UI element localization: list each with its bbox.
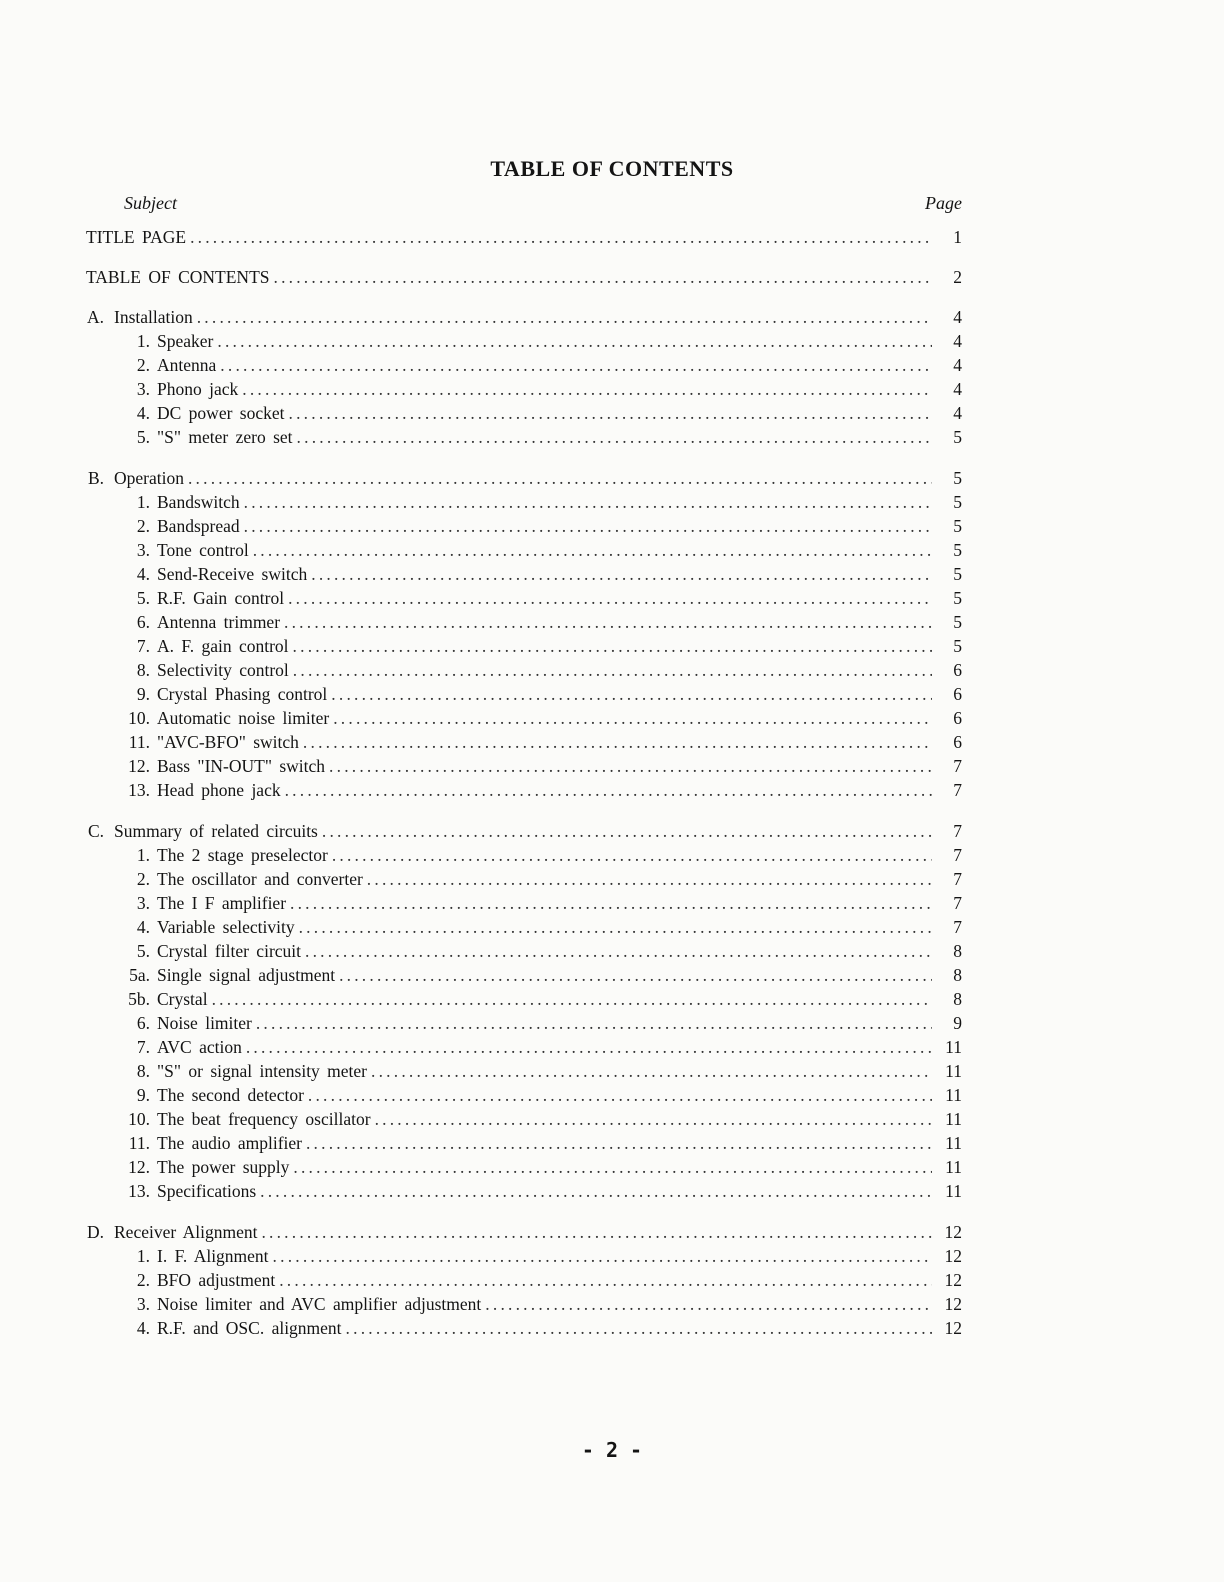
page-title: TABLE OF CONTENTS: [490, 156, 734, 181]
toc-entry-page: 7: [953, 869, 962, 889]
toc-entry-text: [157, 1035, 932, 1059]
dot-leader: [253, 538, 932, 562]
dot-leader: [371, 1059, 932, 1083]
toc-entry-number: 13.: [128, 780, 150, 800]
toc-entry-page: 11: [945, 1085, 962, 1105]
toc-entry-number: D.: [86, 1222, 104, 1242]
toc-entry: [0, 682, 1224, 706]
toc-entry-page: 11: [945, 1061, 962, 1081]
toc-entry: [0, 987, 1224, 1011]
toc-entry-label: Installation: [114, 307, 193, 327]
toc-entry-text: [157, 538, 932, 562]
dot-leader: [217, 329, 932, 353]
toc-entry-text: [157, 843, 932, 867]
toc-entry-page: 6: [953, 660, 962, 680]
toc-entry-text: [157, 1292, 932, 1316]
toc-entry: [0, 1179, 1224, 1203]
dot-leader: [332, 843, 932, 867]
toc-entry-page: 11: [945, 1181, 962, 1201]
dot-leader: [260, 1179, 932, 1203]
toc-entry-number: 3.: [136, 540, 150, 560]
toc-entry-text: [157, 658, 932, 682]
toc-entry: [0, 1131, 1224, 1155]
toc-entry-number: 10.: [128, 708, 150, 728]
toc-entry-label: DC power socket: [157, 403, 285, 423]
toc-entry: [0, 265, 1224, 289]
toc-entry-page: 7: [953, 821, 962, 841]
toc-entry: [0, 843, 1224, 867]
toc-entry-text: [157, 634, 932, 658]
toc-entry-label: Phono jack: [157, 379, 239, 399]
toc-entry-label: "AVC-BFO" switch: [157, 732, 299, 752]
toc-entry-text: [157, 514, 932, 538]
dot-leader: [339, 963, 932, 987]
toc-entry-label: Single signal adjustment: [157, 965, 336, 985]
toc-entry-text: [114, 819, 932, 843]
toc-entry: [0, 562, 1224, 586]
toc-entry-label: A. F. gain control: [157, 636, 289, 656]
toc-entry: [0, 1011, 1224, 1035]
dot-leader: [293, 658, 932, 682]
toc-entry: [0, 778, 1224, 802]
toc-entry-page: 5: [953, 468, 962, 488]
toc-entry-page: 12: [944, 1294, 962, 1314]
toc-entry-number: 3.: [136, 1294, 150, 1314]
toc-entry-label: The audio amplifier: [157, 1133, 302, 1153]
toc-entry-page: 7: [953, 756, 962, 776]
toc-entry-number: 1.: [136, 1246, 150, 1266]
toc-entry-page: 12: [944, 1318, 962, 1338]
toc-entry-page: 12: [944, 1270, 962, 1290]
toc-entry-text: [157, 401, 932, 425]
toc-entry: [0, 1035, 1224, 1059]
toc-entry-page: 2: [953, 267, 962, 287]
toc-entry-page: 5: [953, 540, 962, 560]
toc-entry-page: 11: [945, 1037, 962, 1057]
toc-entry-number: 4.: [136, 403, 150, 423]
toc-entry-label: Tone control: [157, 540, 249, 560]
toc-entry-label: Noise limiter: [157, 1013, 252, 1033]
toc-entry-text: [86, 225, 932, 249]
toc-entry: [0, 634, 1224, 658]
toc-entry-number: 13.: [128, 1181, 150, 1201]
dot-leader: [289, 401, 932, 425]
toc-entry: [0, 305, 1224, 329]
dot-leader: [290, 891, 932, 915]
toc-entry-number: 1.: [136, 331, 150, 351]
dot-leader: [322, 819, 932, 843]
toc-entry-label: Crystal filter circuit: [157, 941, 302, 961]
toc-entry-page: 11: [945, 1109, 962, 1129]
toc-entry-text: [157, 329, 932, 353]
toc-entry: [0, 939, 1224, 963]
dot-leader: [375, 1107, 932, 1131]
toc-entry: [0, 1316, 1224, 1340]
toc-entry-label: I. F. Alignment: [157, 1246, 269, 1266]
toc-entry-text: [157, 1316, 932, 1340]
toc-entry: [0, 1220, 1224, 1244]
toc-entry-page: 4: [953, 403, 962, 423]
toc-entry-text: [157, 987, 932, 1011]
toc-entry-page: 7: [953, 780, 962, 800]
toc-entry-number: 8.: [136, 1061, 150, 1081]
toc-entry: [0, 425, 1224, 449]
toc-entry-label: Head phone jack: [157, 780, 281, 800]
toc-entry: [0, 1292, 1224, 1316]
toc-entry-text: [157, 1083, 932, 1107]
dot-leader: [311, 562, 932, 586]
toc-entry-number: 11.: [128, 732, 150, 752]
toc-entry-label: Antenna trimmer: [157, 612, 281, 632]
toc-entry-text: [157, 610, 932, 634]
dot-leader: [244, 514, 932, 538]
dot-leader: [197, 305, 932, 329]
page-number: - 2 -: [581, 1438, 643, 1462]
dot-leader: [244, 490, 932, 514]
toc-entry: [0, 1155, 1224, 1179]
toc-entry-text: [157, 963, 932, 987]
toc-entry-page: 4: [953, 307, 962, 327]
dot-leader: [246, 1035, 932, 1059]
toc-entry-number: 9.: [136, 684, 150, 704]
toc-entry: [0, 538, 1224, 562]
toc-entry: [0, 329, 1224, 353]
dot-leader: [485, 1292, 932, 1316]
dot-leader: [333, 706, 932, 730]
toc-entry-label: R.F. Gain control: [157, 588, 285, 608]
toc-entry: [0, 401, 1224, 425]
toc-entry-number: 10.: [128, 1109, 150, 1129]
toc-entry-text: [157, 1131, 932, 1155]
toc-entry-label: R.F. and OSC. alignment: [157, 1318, 342, 1338]
dot-leader: [288, 586, 932, 610]
dot-leader: [285, 778, 932, 802]
toc-entry-page: 6: [953, 708, 962, 728]
toc-entry-number: 7.: [136, 1037, 150, 1057]
toc-entry-text: [86, 265, 932, 289]
toc-entry-label: Speaker: [157, 331, 214, 351]
toc-entry-page: 5: [953, 427, 962, 447]
toc-entry-page: 5: [953, 612, 962, 632]
toc-entry-label: Send-Receive switch: [157, 564, 308, 584]
toc-entry-page: 7: [953, 917, 962, 937]
toc-entry-number: 12.: [128, 756, 150, 776]
toc-entry-label: Receiver Alignment: [114, 1222, 258, 1242]
toc-entry-text: [157, 1244, 932, 1268]
toc-entry-label: Selectivity control: [157, 660, 289, 680]
toc-entry-number: 2.: [136, 355, 150, 375]
toc-entry-page: 12: [944, 1246, 962, 1266]
toc-entry-label: Automatic noise limiter: [157, 708, 330, 728]
toc-entry-page: 6: [953, 684, 962, 704]
dot-leader: [299, 915, 932, 939]
toc-entry-text: [157, 754, 932, 778]
toc-entry-text: [157, 891, 932, 915]
toc-entry-text: [157, 915, 932, 939]
toc-entry-text: [157, 425, 932, 449]
toc-entry-label: Operation: [114, 468, 184, 488]
toc-entry-label: The 2 stage preselector: [157, 845, 328, 865]
toc-entry: [0, 915, 1224, 939]
dot-leader: [284, 610, 932, 634]
toc-entry-text: [157, 1107, 932, 1131]
toc-entry-text: [157, 730, 932, 754]
toc-entry-text: [157, 706, 932, 730]
toc-entry-label: Antenna: [157, 355, 217, 375]
toc-entry-text: [157, 867, 932, 891]
dot-leader: [273, 1244, 932, 1268]
toc-entry-label: The I F amplifier: [157, 893, 287, 913]
toc-entry-number: 8.: [136, 660, 150, 680]
dot-leader: [308, 1083, 932, 1107]
toc-entry-number: 4.: [136, 564, 150, 584]
toc-entry-label: TITLE PAGE: [86, 227, 187, 247]
toc-entry: [0, 610, 1224, 634]
toc-entry: [0, 819, 1224, 843]
dot-leader: [188, 466, 932, 490]
toc-entry: [0, 353, 1224, 377]
toc-entry-page: 11: [945, 1133, 962, 1153]
dot-leader: [190, 225, 932, 249]
dot-leader: [293, 1155, 932, 1179]
toc-entry-text: [157, 682, 932, 706]
toc-entry-page: 8: [953, 965, 962, 985]
toc-entry-number: A.: [86, 307, 104, 327]
toc-entry: [0, 891, 1224, 915]
toc-entry-page: 6: [953, 732, 962, 752]
toc-entry: [0, 1107, 1224, 1131]
toc-entry-text: [157, 586, 932, 610]
toc-entry-number: 1.: [136, 492, 150, 512]
toc-entry-label: The beat frequency oscillator: [157, 1109, 371, 1129]
toc-entry-label: The second detector: [157, 1085, 304, 1105]
toc-entry-page: 8: [953, 941, 962, 961]
toc-entry: [0, 730, 1224, 754]
toc-entry: [0, 1268, 1224, 1292]
dot-leader: [261, 1220, 932, 1244]
toc-entry-label: AVC action: [157, 1037, 242, 1057]
toc-entry-page: 9: [953, 1013, 962, 1033]
toc-entry-label: "S" meter zero set: [157, 427, 293, 447]
toc-entry-text: [157, 1011, 932, 1035]
toc-entry-page: 12: [944, 1222, 962, 1242]
toc-entry: [0, 754, 1224, 778]
toc-entry-number: 7.: [136, 636, 150, 656]
toc-entry-page: 7: [953, 893, 962, 913]
dot-leader: [306, 1131, 932, 1155]
dot-leader: [256, 1011, 932, 1035]
toc-entry-page: 4: [953, 379, 962, 399]
toc-entry-text: [157, 377, 932, 401]
toc-entry-number: 1.: [136, 845, 150, 865]
toc-entry-text: [157, 778, 932, 802]
dot-leader: [303, 730, 932, 754]
toc-entry-label: Crystal: [157, 989, 208, 1009]
toc-entry-number: 4.: [136, 1318, 150, 1338]
toc-entry-text: [157, 353, 932, 377]
toc-entry-number: 5.: [136, 588, 150, 608]
toc-entry-text: [157, 939, 932, 963]
dot-leader: [331, 682, 932, 706]
toc-entry-label: TABLE OF CONTENTS: [86, 267, 270, 287]
toc-entry: [0, 963, 1224, 987]
toc-entry-page: 5: [953, 588, 962, 608]
toc-entry-number: 2.: [136, 869, 150, 889]
dot-leader: [346, 1316, 932, 1340]
toc-entry-page: 1: [953, 227, 962, 247]
toc-entry-number: 6.: [136, 612, 150, 632]
toc-entry-number: 2.: [136, 1270, 150, 1290]
toc-entry-number: 5b.: [128, 989, 150, 1009]
toc-entry: [0, 658, 1224, 682]
toc-entry-page: 4: [953, 331, 962, 351]
toc-entry-label: Summary of related circuits: [114, 821, 318, 841]
toc-entry-text: [157, 1059, 932, 1083]
toc-entry: [0, 377, 1224, 401]
dot-leader: [293, 634, 932, 658]
toc-entry-text: [157, 1268, 932, 1292]
toc-entry-label: Variable selectivity: [157, 917, 295, 937]
toc-entry-number: B.: [87, 468, 104, 488]
toc-entry: [0, 1059, 1224, 1083]
page-column-header: Page: [925, 193, 962, 213]
toc-entry-number: 5a.: [129, 965, 150, 985]
toc-entry: [0, 586, 1224, 610]
toc-entry-label: BFO adjustment: [157, 1270, 276, 1290]
toc-entry-page: 5: [953, 564, 962, 584]
toc-entry-number: 11.: [128, 1133, 150, 1153]
toc-entry-number: 5.: [136, 941, 150, 961]
toc-entry-text: [157, 1155, 932, 1179]
toc-entry-label: Crystal Phasing control: [157, 684, 328, 704]
toc-entry-number: 9.: [136, 1085, 150, 1105]
toc-entry-label: "S" or signal intensity meter: [157, 1061, 368, 1081]
toc-entry-page: 5: [953, 636, 962, 656]
dot-leader: [305, 939, 932, 963]
dot-leader: [212, 987, 932, 1011]
toc-entry-label: Bass "IN-OUT" switch: [157, 756, 326, 776]
toc-entry-text: [114, 466, 932, 490]
toc-entry: [0, 225, 1224, 249]
toc-entry-number: 2.: [136, 516, 150, 536]
dot-leader: [220, 353, 932, 377]
toc-entry: [0, 1244, 1224, 1268]
toc-entry-page: 5: [953, 516, 962, 536]
toc-entry-number: 4.: [136, 917, 150, 937]
dot-leader: [367, 867, 932, 891]
toc-entry-label: Bandswitch: [157, 492, 240, 512]
toc-entry-page: 5: [953, 492, 962, 512]
toc-entry-label: The power supply: [157, 1157, 290, 1177]
toc-entry-page: 8: [953, 989, 962, 1009]
toc-entry: [0, 1083, 1224, 1107]
toc-entry-text: [157, 1179, 932, 1203]
toc-entry-page: 7: [953, 845, 962, 865]
toc-entry: [0, 867, 1224, 891]
dot-leader: [329, 754, 932, 778]
toc-entry-label: Noise limiter and AVC amplifier adjustment: [157, 1294, 482, 1314]
toc-entry-page: 4: [953, 355, 962, 375]
toc-entry-label: The oscillator and converter: [157, 869, 363, 889]
toc-entry-text: [114, 1220, 932, 1244]
dot-leader: [279, 1268, 932, 1292]
toc-entry-number: 3.: [136, 893, 150, 913]
toc-entry-number: C.: [87, 821, 104, 841]
toc-entry: [0, 466, 1224, 490]
toc-entry: [0, 490, 1224, 514]
toc-entry-page: 11: [945, 1157, 962, 1177]
toc-entry-label: Specifications: [157, 1181, 257, 1201]
toc-entry-number: 6.: [136, 1013, 150, 1033]
dot-leader: [242, 377, 932, 401]
toc-entry-text: [157, 490, 932, 514]
toc-entry: [0, 514, 1224, 538]
toc-entry-number: 5.: [136, 427, 150, 447]
toc-entry-number: 12.: [128, 1157, 150, 1177]
dot-leader: [274, 265, 933, 289]
subject-column-header: Subject: [124, 193, 177, 213]
toc-entry-number: 3.: [136, 379, 150, 399]
toc-entry-text: [157, 562, 932, 586]
toc-entry-label: Bandspread: [157, 516, 240, 536]
toc-entry: [0, 706, 1224, 730]
dot-leader: [297, 425, 932, 449]
toc-entry-text: [114, 305, 932, 329]
